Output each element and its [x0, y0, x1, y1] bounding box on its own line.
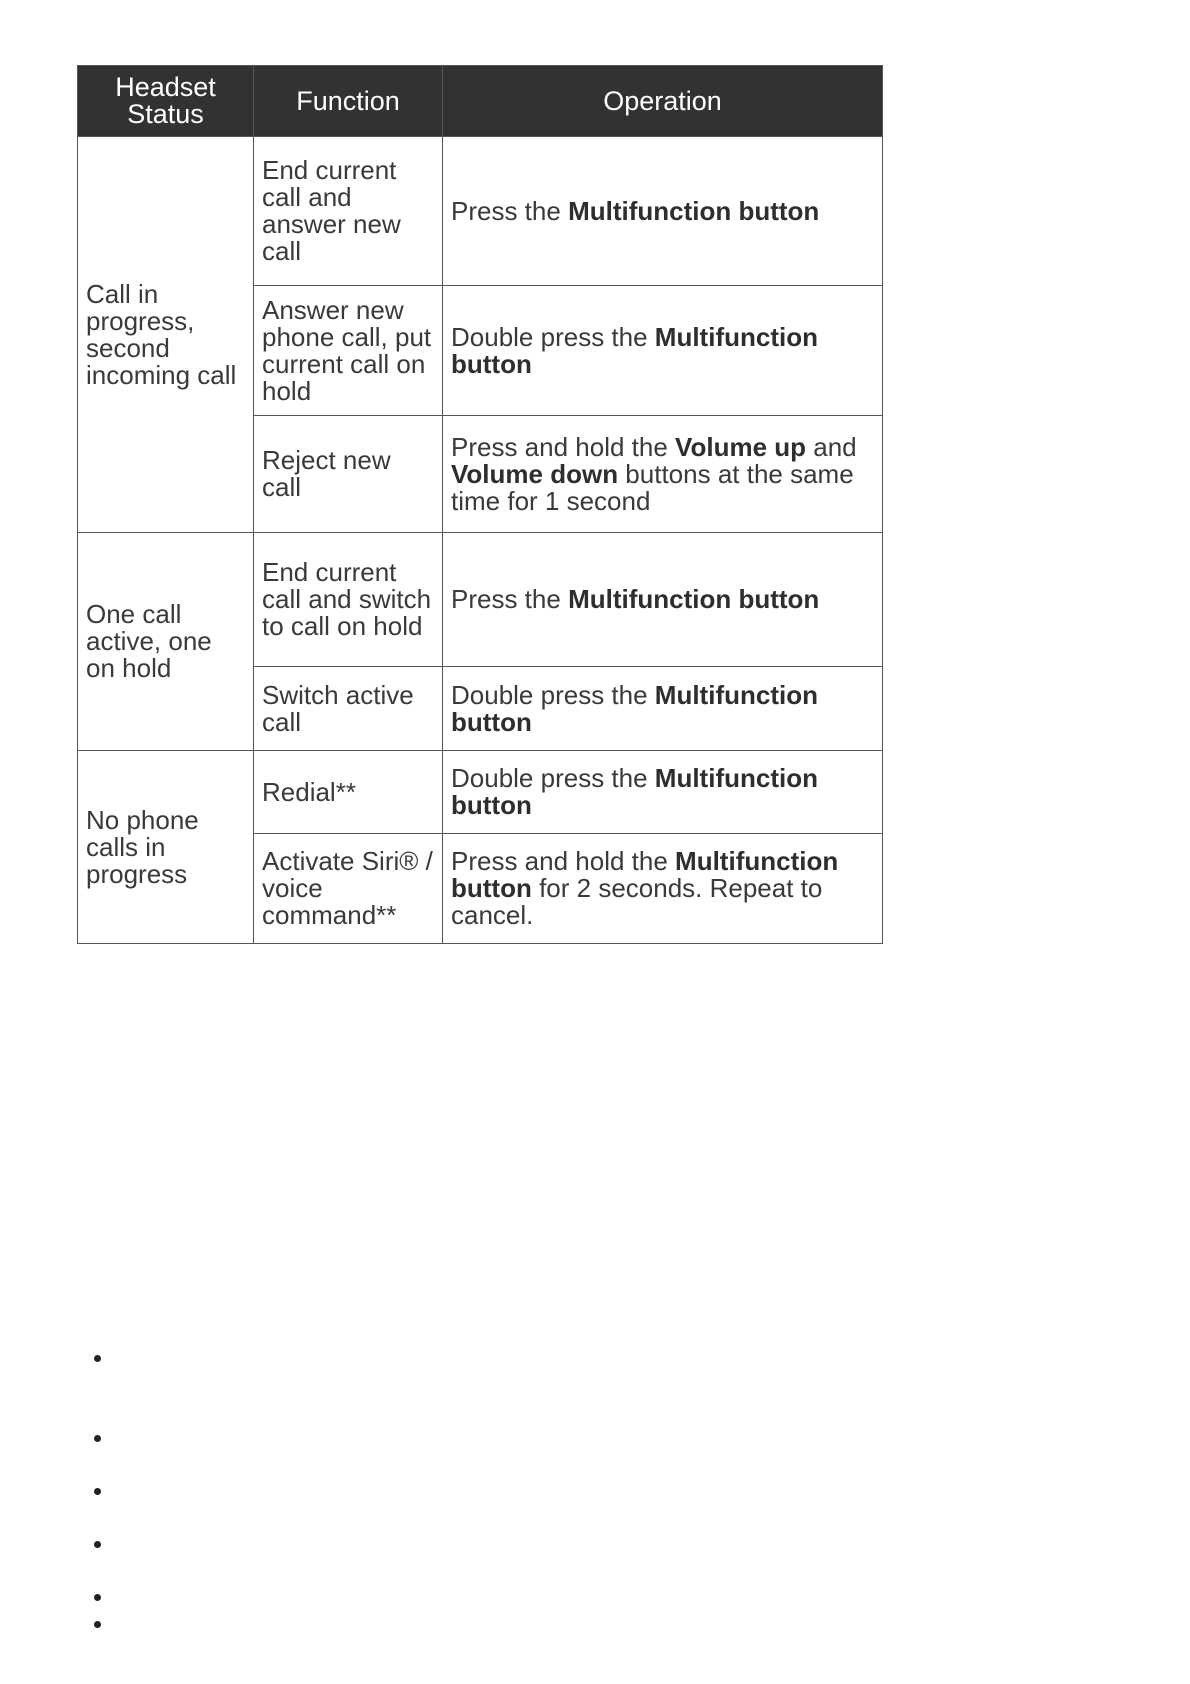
- status-cell: No phone calls in progress: [78, 751, 254, 944]
- operation-text: and: [806, 431, 857, 462]
- table-row: [78, 137, 883, 286]
- operation-cell: [443, 533, 883, 667]
- operation-bold-text: Multifunction button: [451, 846, 839, 903]
- list-bullet: [94, 1541, 101, 1548]
- table-header-row: [78, 66, 883, 137]
- operation-cell: [443, 751, 883, 834]
- operation-bold-text: Multifunction button: [451, 321, 818, 379]
- list-bullet: [94, 1621, 101, 1628]
- operation-text: Press and hold the: [451, 431, 676, 462]
- function-cell: Reject new call: [254, 416, 443, 533]
- operation-text: Press the: [451, 195, 569, 226]
- header-function: Function: [254, 66, 443, 137]
- status-cell: One call active, one on hold: [78, 533, 254, 751]
- operation-text: Double press the: [451, 763, 655, 793]
- function-cell: End current call and switch to call on hold: [254, 533, 443, 667]
- list-bullet: [94, 1594, 101, 1601]
- function-cell: Activate Siri® / voice command**: [254, 834, 443, 944]
- operation-cell: [443, 834, 883, 944]
- list-bullet: [94, 1435, 101, 1442]
- operation-text: Double press the: [451, 321, 655, 352]
- list-bullet: [94, 1355, 101, 1362]
- status-cell: Call in progress, second incoming call: [78, 137, 254, 533]
- operation-text: Press and hold the: [451, 846, 676, 876]
- header-headset-status: Headset Status: [78, 66, 254, 137]
- operation-bold-text: Multifunction button: [568, 584, 820, 614]
- operation-text: for 2 seconds. Repeat to cancel.: [451, 873, 823, 930]
- operation-bold-text: Volume down: [451, 458, 619, 489]
- operation-bold-text: Multifunction button: [451, 763, 818, 820]
- operation-text: buttons at the same time for 1 second: [451, 458, 854, 516]
- operation-cell: [443, 416, 883, 533]
- controls-table: [77, 65, 883, 944]
- operation-cell: [443, 667, 883, 751]
- operation-bold-text: Volume up: [675, 431, 807, 462]
- list-bullet: [94, 1488, 101, 1495]
- operation-text: Double press the: [451, 679, 655, 710]
- operation-bold-text: Multifunction button: [568, 195, 820, 226]
- function-cell: Redial**: [254, 751, 443, 834]
- header-operation: Operation: [443, 66, 883, 137]
- table-row: [78, 751, 883, 834]
- operation-bold-text: Multifunction button: [451, 679, 818, 737]
- function-cell: Answer new phone call, put current call on hold: [254, 286, 443, 416]
- operation-cell: [443, 137, 883, 286]
- table-row: [78, 533, 883, 667]
- operation-cell: [443, 286, 883, 416]
- function-cell: End current call and answer new call: [254, 137, 443, 286]
- operation-text: Press the: [451, 584, 569, 614]
- function-cell: Switch active call: [254, 667, 443, 751]
